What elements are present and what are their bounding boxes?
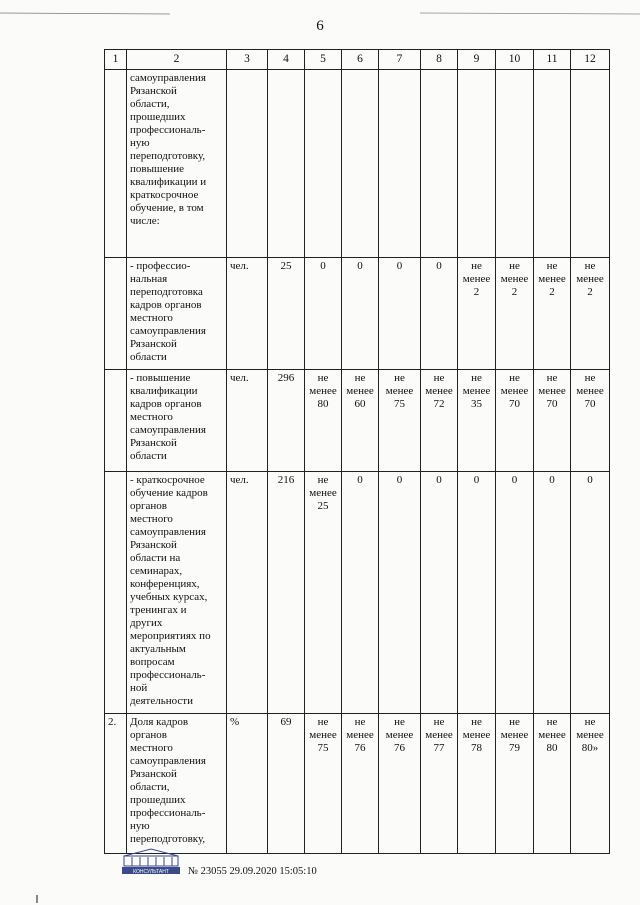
year-value: не менее 70 [534, 370, 571, 472]
unit-cell: чел. [227, 258, 268, 370]
year-value: не менее 2 [458, 258, 496, 370]
year-value: не менее 76 [379, 714, 421, 854]
row-index [105, 70, 127, 258]
column-number: 12 [571, 50, 610, 70]
year-value: не менее 2 [571, 258, 610, 370]
year-value: не менее 75 [305, 714, 342, 854]
year-value: 0 [421, 472, 458, 714]
column-number: 9 [458, 50, 496, 70]
year-value: не менее 80» [571, 714, 610, 854]
column-number: 4 [268, 50, 305, 70]
year-value [496, 70, 534, 258]
year-value: 0 [342, 472, 379, 714]
column-number: 7 [379, 50, 421, 70]
table-row [105, 714, 610, 854]
base-value: 69 [268, 714, 305, 854]
year-value: 0 [305, 258, 342, 370]
year-value: не менее 79 [496, 714, 534, 854]
year-value: не менее 72 [421, 370, 458, 472]
year-value: 0 [379, 258, 421, 370]
year-value: 0 [571, 472, 610, 714]
year-value: не менее 25 [305, 472, 342, 714]
year-value: 0 [496, 472, 534, 714]
year-value: не менее 2 [496, 258, 534, 370]
base-value: 25 [268, 258, 305, 370]
base-value [268, 70, 305, 258]
year-value: не менее 70 [571, 370, 610, 472]
table-row [105, 70, 610, 258]
year-value: не менее 80 [534, 714, 571, 854]
year-value [458, 70, 496, 258]
unit-cell: % [227, 714, 268, 854]
year-value: не менее 78 [458, 714, 496, 854]
year-value [305, 70, 342, 258]
year-value [379, 70, 421, 258]
year-value: 0 [421, 258, 458, 370]
indicator-label: - профессио- нальная переподготовка кадров органов местного самоуправления Рязанской области [127, 258, 227, 370]
indicator-label: Доля кадров органов местного самоуправления Рязанской области, прошедших профессиональ- ную переподготовку, [127, 714, 227, 854]
indicator-label: - краткосрочное обучение кадров органов местного самоуправления Рязанской области на семинарах, конференциях, учебных курсах, тренингах и других мероприятиях по актуальным вопросам профессиональ- ной деятельности [127, 472, 227, 714]
unit-cell: чел. [227, 472, 268, 714]
year-value: 0 [342, 258, 379, 370]
page-number: 6 [316, 18, 324, 34]
unit-cell: чел. [227, 370, 268, 472]
indicator-label: - повышение квалификации кадров органов местного самоуправления Рязанской области [127, 370, 227, 472]
year-value: не менее 35 [458, 370, 496, 472]
base-value: 216 [268, 472, 305, 714]
year-value: не менее 75 [379, 370, 421, 472]
logo-text: КОНСУЛЬТАНТ [133, 869, 169, 875]
year-value: не менее 80 [305, 370, 342, 472]
scan-edge-mark [36, 895, 38, 903]
year-value: 0 [458, 472, 496, 714]
column-number-row [105, 50, 610, 70]
year-value: не менее 77 [421, 714, 458, 854]
scan-edge-artifact [0, 2, 640, 5]
year-value [342, 70, 379, 258]
table-row [105, 258, 610, 370]
column-number: 11 [534, 50, 571, 70]
indicators-table [104, 49, 610, 854]
registration-stamp: № 23055 29.09.2020 15:05:10 [188, 866, 317, 877]
column-number: 6 [342, 50, 379, 70]
year-value: 0 [534, 472, 571, 714]
year-value: не менее 2 [534, 258, 571, 370]
row-index [105, 472, 127, 714]
year-value [421, 70, 458, 258]
column-number: 10 [496, 50, 534, 70]
year-value: не менее 60 [342, 370, 379, 472]
consultant-logo-stamp [118, 848, 184, 876]
table-row [105, 472, 610, 714]
year-value: не менее 76 [342, 714, 379, 854]
row-index [105, 258, 127, 370]
indicator-label: самоуправления Рязанской области, прошедших профессиональ- ную переподготовку, повышение квалификации и краткосрочное обучение, в том числе: [127, 70, 227, 258]
row-index [105, 370, 127, 472]
year-value: 0 [379, 472, 421, 714]
column-number: 3 [227, 50, 268, 70]
year-value [571, 70, 610, 258]
unit-cell [227, 70, 268, 258]
table-row [105, 370, 610, 472]
column-number: 8 [421, 50, 458, 70]
year-value: не менее 70 [496, 370, 534, 472]
column-number: 5 [305, 50, 342, 70]
year-value [534, 70, 571, 258]
column-number: 1 [105, 50, 127, 70]
column-number: 2 [127, 50, 227, 70]
row-index: 2. [105, 714, 127, 854]
base-value: 296 [268, 370, 305, 472]
